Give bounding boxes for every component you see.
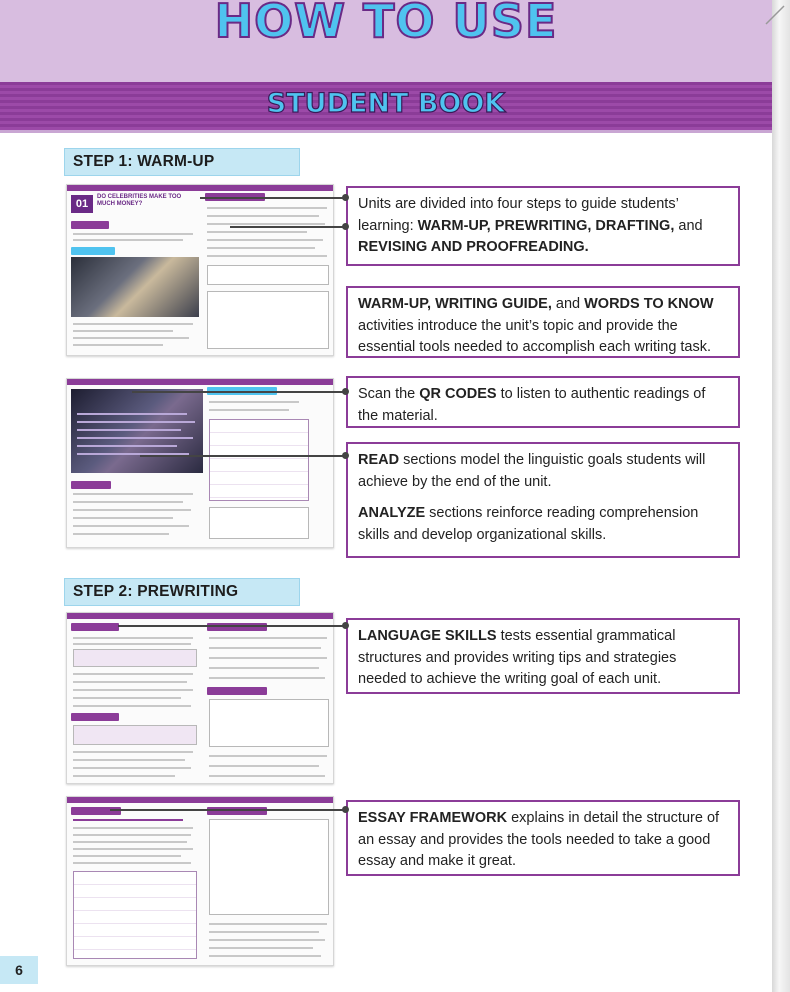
connector-essay	[110, 809, 346, 811]
thumbnail-warmup	[66, 184, 334, 356]
divider	[0, 130, 772, 133]
page-subtitle: STUDENT BOOK	[266, 88, 506, 119]
connector-qr	[132, 391, 346, 393]
connector-read	[140, 455, 346, 457]
connector-language	[118, 625, 346, 627]
callout-read-analyze: READ sections model the linguistic goals students will achieve by the end of the unit. ANALYZE sections reinforce reading comprehension skills and develop organizational skills.	[346, 442, 740, 558]
step-2-header: STEP 2: PREWRITING	[64, 578, 300, 606]
connector-units	[200, 197, 346, 199]
thumbnail-language-skills	[66, 612, 334, 784]
unit-title: DO CELEBRITIES MAKE TOO MUCH MONEY?	[97, 194, 182, 207]
page-number: 6	[0, 956, 38, 984]
thumbnail-read	[66, 378, 334, 548]
page-fold-icon	[764, 4, 786, 26]
connector-warmup	[230, 226, 346, 228]
callout-essay-framework: ESSAY FRAMEWORK explains in detail the structure of an essay and provides the tools needed to take a good essay and make it great.	[346, 800, 740, 876]
callout-language-skills: LANGUAGE SKILLS tests essential grammatical structures and provides writing tips and strategies needed to achieve the writing goal of each unit.	[346, 618, 740, 694]
callout-units: Units are divided into four steps to guide students’ learning: WARM-UP, PREWRITING, DRAFTING, and REVISING AND PROOFREADING.	[346, 186, 740, 266]
thumbnail-essay-framework	[66, 796, 334, 966]
page-edge	[772, 0, 790, 992]
callout-warmup: WARM-UP, WRITING GUIDE, and WORDS TO KNOW activities introduce the unit’s topic and provide the essential tools needed to accomplish each writing task.	[346, 286, 740, 358]
step-1-header: STEP 1: WARM-UP	[64, 148, 300, 176]
unit-number: 01	[71, 195, 93, 213]
callout-qr: Scan the QR CODES to listen to authentic readings of the material.	[346, 376, 740, 428]
page-title: HOW TO USE	[214, 0, 558, 48]
